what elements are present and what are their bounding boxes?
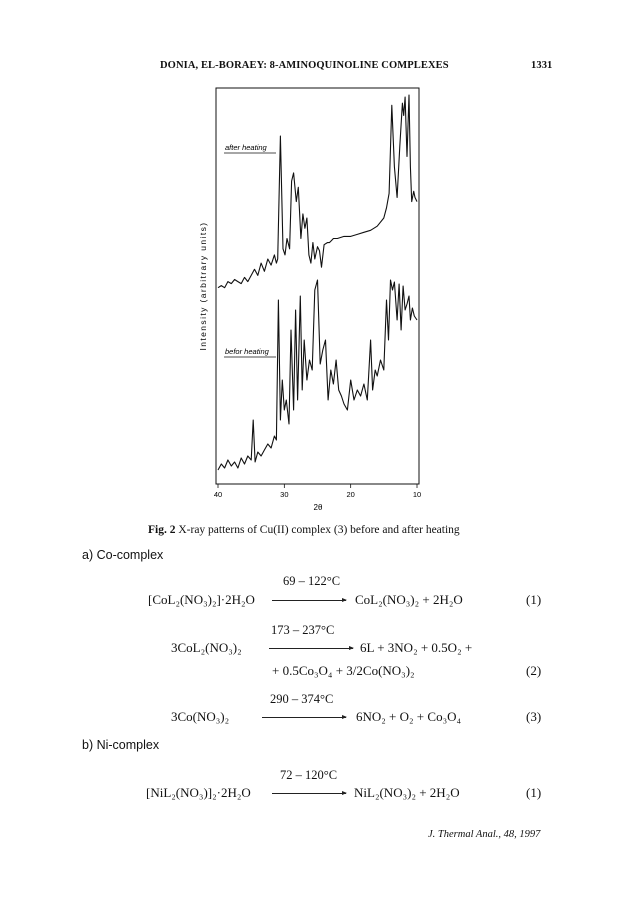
equation-co1-condition: 69 – 122°C [283,574,341,588]
equation-co1-arrow [272,600,346,601]
equation-ni1-number: (1) [526,785,542,800]
section-co-label: a) Co-complex [82,548,164,562]
x-tick-label: 40 [213,490,223,499]
series-line-before-heating [218,280,417,470]
trace-label-before: befor heating [225,347,269,356]
equation-co2-right: 6L + 3NO₂ + 0.5O₂ + [360,640,473,655]
trace-label-after: after heating [225,143,267,152]
equation-ni1-left: [NiL₂(NO₃)]₂·2H₂O [146,785,251,800]
figure-caption [148,524,460,536]
section-ni-label: b) Ni-complex [82,738,160,752]
x-tick-label: 20 [346,490,355,499]
x-tick-group [214,484,421,499]
equation-co2-condition: 173 – 237°C [271,623,335,637]
journal-footer: J. Thermal Anal., 48, 1997 [428,829,541,840]
equation-co1-right: CoL₂(NO₃)₂ + 2H₂O [355,592,463,607]
equation-co1-number: (1) [526,592,542,607]
equation-co2-continuation: + 0.5Co₃O₄ + 3/2Co(NO₃)₂ [272,663,415,678]
equation-co3-condition: 290 – 374°C [270,692,334,706]
y-axis-label: Intensity (arbitrary units) [198,221,208,351]
equation-co2-number: (2) [526,663,542,678]
equation-co3-arrow [262,717,346,718]
page-number: 1331 [531,60,553,71]
x-axis-label: 2θ [313,503,323,512]
equation-co3-right: 6NO₂ + O₂ + Co₃O₄ [356,709,462,724]
equation-co3-number: (3) [526,709,542,724]
x-tick-label: 10 [412,490,422,499]
x-tick-label: 30 [280,490,289,499]
running-title: DONIA, EL-BORAEY: 8-AMINOQUINOLINE COMPLEXES [160,60,449,71]
equation-co2-arrow [269,648,353,649]
equation-co3-left: 3Co(NO₃)₂ [171,709,230,724]
equation-ni1-condition: 72 – 120°C [280,768,338,782]
caption-label: Fig. 2 [148,524,176,536]
caption-text: X-ray patterns of Cu(II) complex (3) before and after heating [178,524,460,536]
series-line-after-heating [218,95,417,288]
equation-ni1-arrow [272,793,346,794]
equation-co1-left: [CoL₂(NO₃)₂]·2H₂O [148,592,255,607]
equation-ni1-right: NiL₂(NO₃)₂ + 2H₂O [354,785,460,800]
equation-co2-left: 3CoL₂(NO₃)₂ [171,640,242,655]
